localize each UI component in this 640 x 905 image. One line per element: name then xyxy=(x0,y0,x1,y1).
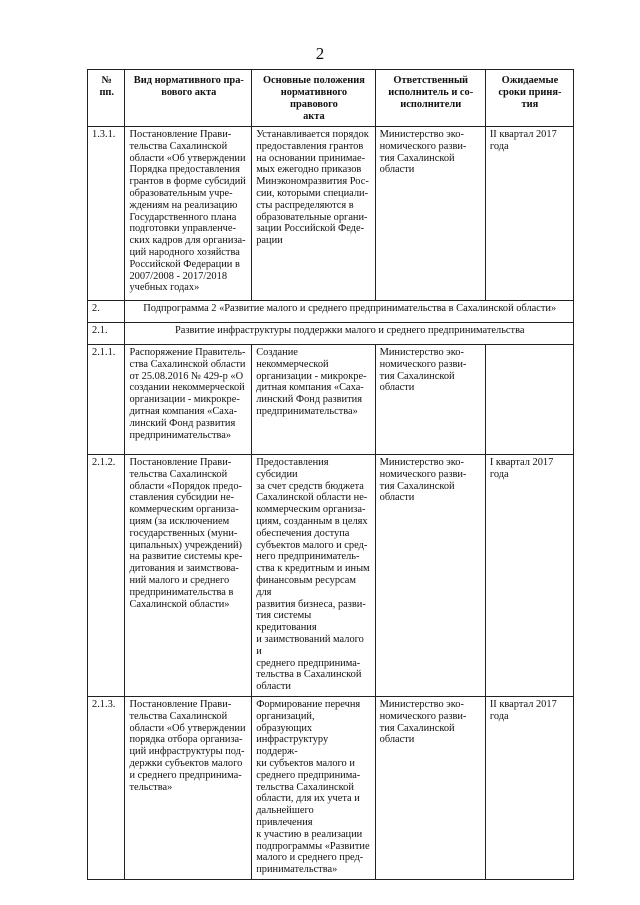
act-type-cell: Постановление Прави- тельства Сахалинской области «Порядок предо- ставления субсидии не- коммерческим организа- циям (за исключением государственных (муни- ципальных) учреждений) на развитие системы кре- дитования и заимствова- ний малого и среднего предпринимательства в Сахалинской области» xyxy=(125,455,252,697)
table-header-row xyxy=(88,70,574,127)
row-number: 2.1.3. xyxy=(88,696,125,879)
table-row-1-3-1 xyxy=(88,127,574,301)
row-number: 1.3.1. xyxy=(88,127,125,301)
subprogram-row xyxy=(88,301,574,323)
act-type-cell: Распоряжение Правитель- ства Сахалинской области от 25.08.2016 № 429-р «О создании некоммерческой организации - микрокре- дитная компания «Саха- линский Фонд развития предпринимательства» xyxy=(125,345,252,455)
executor-cell: Министерство эко- номического разви- тия Сахалинской области xyxy=(375,345,485,455)
act-type-cell: Постановление Прави- тельства Сахалинской области «Об утверждении Порядка предоставления грантов в форме субсидий образовательным учре- ждениям на реализацию Государственного плана подготовки управленче- ских кадров для организа- ций народного хозяйства Российской Федерации в 2007/2008 - 2017/2018 учебных годах» xyxy=(125,127,252,301)
row-number: 2.1. xyxy=(88,323,125,345)
legal-acts-table xyxy=(87,69,574,880)
page-number: 2 xyxy=(315,44,325,63)
row-number: 2.1.2. xyxy=(88,455,125,697)
table-row-2-1-3 xyxy=(88,696,574,879)
header-executor: Ответственный исполнитель и со- исполнители xyxy=(375,70,485,127)
header-act-type: Вид нормативного пра- вового акта xyxy=(125,70,252,127)
act-type-cell: Постановление Прави- тельства Сахалинской области «Об утверждении порядка отбора организа- ций инфраструктуры под- держки субъектов малого и среднего предпринима- тельства» xyxy=(125,696,252,879)
deadline-cell xyxy=(485,345,573,455)
header-provisions: Основные положения нормативного правового акта xyxy=(252,70,375,127)
provisions-cell: Создание некоммерческой организации - микрокре- дитная компания «Саха- линский Фонд развития предпринимательства» xyxy=(252,345,375,455)
table-row-2-1-2 xyxy=(88,455,574,697)
provisions-cell: Предоставления субсидии за счет средств бюджета Сахалинской области не- коммерческим организа- циям, созданным в целях обеспечения доступа субъектов малого и сред- него предприниматель- ства к кредитным и иным финансовым ресурсам для развития бизнеса, разви- тия системы кредитования и заимствований малого и среднего предпринима- тельства в Сахалинской области xyxy=(252,455,375,697)
executor-cell: Министерство эко- номического разви- тия Сахалинской области xyxy=(375,696,485,879)
section-row xyxy=(88,323,574,345)
provisions-cell: Устанавливается порядок предоставления грантов на основании принимае- мых ежегодно приказов Минэкономразвития Рос- сии, которыми специали- сты распределяются в образовательные органи- зации Российской Феде- рации xyxy=(252,127,375,301)
executor-cell: Министерство эко- номического разви- тия Сахалинской области xyxy=(375,127,485,301)
deadline-cell: II квартал 2017 года xyxy=(485,127,573,301)
deadline-cell: II квартал 2017 года xyxy=(485,696,573,879)
row-number: 2.1.1. xyxy=(88,345,125,455)
row-number: 2. xyxy=(88,301,125,323)
table-row-2-1-1 xyxy=(88,345,574,455)
subprogram-title: Подпрограмма 2 «Развитие малого и среднего предпринимательства в Сахалинской области» xyxy=(125,301,574,323)
deadline-cell: I квартал 2017 года xyxy=(485,455,573,697)
executor-cell: Министерство эко- номического разви- тия Сахалинской области xyxy=(375,455,485,697)
header-number: № пп. xyxy=(88,70,125,127)
provisions-cell: Формирование перечня организаций, образующих инфраструктуру поддерж- ки субъектов малого и среднего предпринима- тельства Сахалинской области, для их учета и дальнейшего привлечения к участию в реализации подпрограммы «Развитие малого и среднего пред- принимательства» xyxy=(252,696,375,879)
header-deadline: Ожидаемые сроки приня- тия xyxy=(485,70,573,127)
section-title: Развитие инфраструктуры поддержки малого и среднего предпринимательства xyxy=(125,323,574,345)
